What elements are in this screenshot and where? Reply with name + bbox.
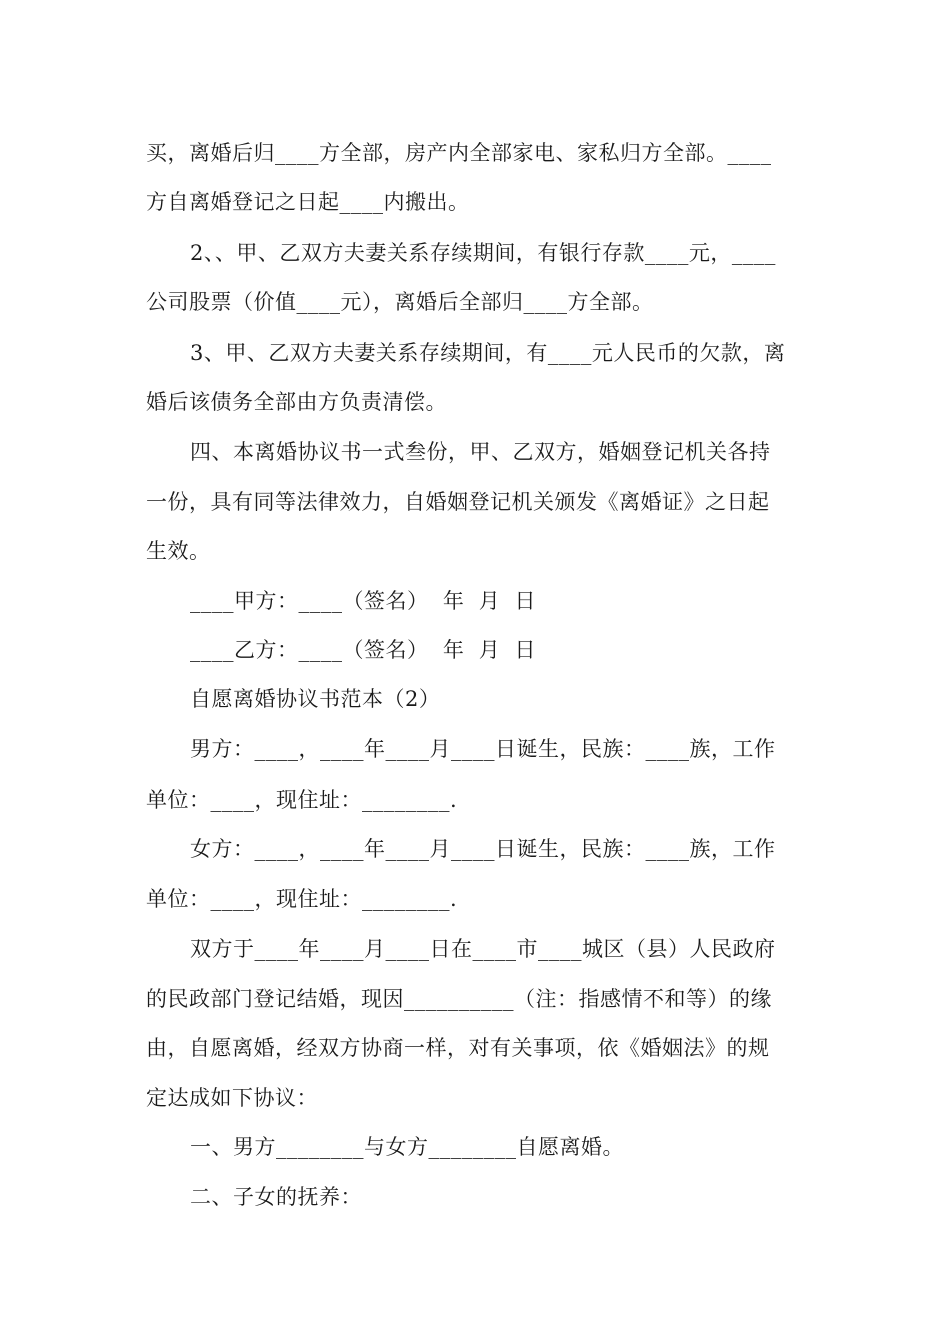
text-line: 公司股票（价值____元），离婚后全部归____方全部。 [146,290,654,314]
text-line: 男方：____，____年____月____日诞生，民族：____族，工作 [190,737,776,761]
section-title: 自愿离婚协议书范本（2） [190,687,441,711]
text-line: 2、、甲、乙双方夫妻关系存续期间，有银行存款____元，____ [190,241,776,265]
text-line: 3、甲、乙双方夫妻关系存续期间，有____元人民币的欠款，离 [190,341,786,365]
text-line: 四、本离婚协议书一式叁份，甲、乙双方，婚姻登记机关各持 [190,440,771,464]
signature-line: ____甲方：____（签名） 年 月 日 [190,589,537,613]
text-line: 婚后该债务全部由方负责清偿。 [146,390,447,414]
text-line: 一份，具有同等法律效力，自婚姻登记机关颁发《离婚证》之日起 [146,490,770,514]
text-line: 的民政部门登记结婚，现因__________（注：指感情不和等）的缘 [146,987,772,1011]
text-line: 买，离婚后归____方全部，房产内全部家电、家私归方全部。____ [146,141,772,165]
text-line: 由，自愿离婚，经双方协商一样，对有关事项，依《婚姻法》的规 [146,1036,770,1060]
text-line: 双方于____年____月____日在____市____城区（县）人民政府 [190,937,776,961]
text-line: 生效。 [146,539,211,563]
text-line: 定达成如下协议： [146,1086,318,1110]
signature-line: ____乙方：____（签名） 年 月 日 [190,638,537,662]
text-line: 二、子女的抚养： [190,1185,362,1209]
text-line: 单位：____，现住址：________. [146,887,458,911]
text-line: 女方：____，____年____月____日诞生，民族：____族，工作 [190,837,776,861]
text-line: 方自离婚登记之日起____内搬出。 [146,190,470,214]
text-line: 一、男方________与女方________自愿离婚。 [190,1135,624,1159]
text-line: 单位：____，现住址：________. [146,788,458,812]
